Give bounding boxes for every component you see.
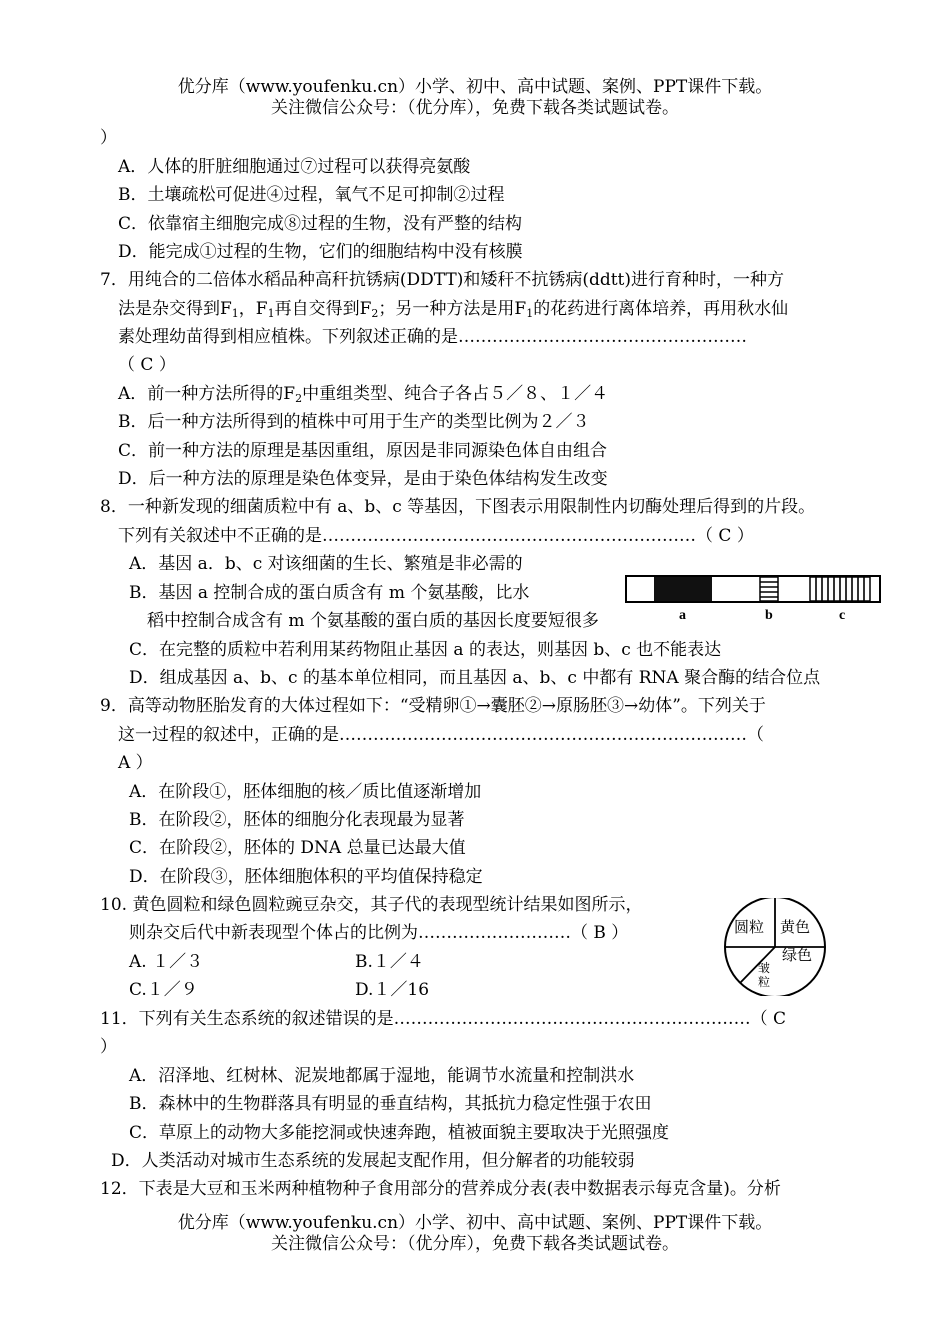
q7-option-a-text: A．前一种方法所得的F [118, 384, 296, 404]
q7-subscript: 1 [526, 307, 534, 320]
q7-text: 的花药进行离体培养，再用秋水仙 [533, 299, 789, 319]
q6-option-c: C．依靠宿主细胞完成⑧过程的生物，没有严整的结构 [118, 214, 523, 234]
q7-text: ，F [238, 299, 268, 319]
q7-option-d: D．后一种方法的原理是染色体变异，是由于染色体结构发生改变 [118, 469, 608, 489]
phenotype-pie-figure [718, 898, 832, 996]
q7-text: 法是杂交得到F [118, 299, 232, 319]
q10-option-a: A. １／３ [129, 952, 204, 972]
q10-stem-line-2: 则杂交后代中新表现型个体占的比例为………………………（ B ） [129, 923, 629, 943]
pie-label-round: 圆粒 [734, 918, 765, 936]
gene-a-block [654, 577, 712, 601]
gene-b-block [760, 577, 778, 601]
q8-option-c: C．在完整的质粒中若利用某药物阻止基因 a 的表达，则基因 b、c 也不能表达 [129, 640, 722, 660]
pie-label-wrinkled: 粒 [758, 975, 771, 989]
q12-stem-line-1: 12．下表是大豆和玉米两种植物种子食用部分的营养成分表(表中数据表示每克含量)。分析 [100, 1179, 781, 1199]
q8-option-d: D．组成基因 a、b、c 的基本单位相同，而且基因 a、b、c 中都有 RNA 聚合酶的结合位点 [129, 668, 821, 688]
q10-option-b: B.１／４ [355, 952, 424, 972]
q9-stem-line-1: 9．高等动物胚胎发育的大体过程如下：“受精卵①→囊胚②→原肠胚③→幼体”。下列关于 [100, 696, 766, 716]
q7-text: ；另一种方法是用F [378, 299, 527, 319]
q11-option-b: B．森林中的生物群落具有明显的垂直结构，其抵抗力稳定性强于农田 [129, 1094, 652, 1114]
page-footer-line-2: 关注微信公众号：（优分库），免费下载各类试题试卷。 [271, 1234, 679, 1254]
q10-stem-line-1: 10. 黄色圆粒和绿色圆粒豌豆杂交，其子代的表现型统计结果如图所示， [100, 895, 643, 915]
pie-label-wrinkled: 皱 [758, 961, 771, 975]
q11-option-a: A．沼泽地、红树林、泥炭地都属于湿地，能调节水流量和控制洪水 [129, 1066, 635, 1086]
q7-subscript: 2 [371, 307, 379, 320]
gene-b-label: b [765, 608, 773, 623]
q10-option-c: C.１／９ [129, 980, 198, 1000]
q11-option-c: C．草原上的动物大多能挖洞或快速奔跑，植被面貌主要取决于光照强度 [129, 1123, 670, 1143]
q6-option-d: D．能完成①过程的生物，它们的细胞结构中没有核膜 [118, 242, 523, 262]
q7-subscript: 1 [267, 307, 275, 320]
q11-option-d: D．人类活动对城市生态系统的发展起支配作用，但分解者的功能较弱 [111, 1151, 635, 1171]
q7-option-a [118, 383, 608, 405]
pie-label-yellow: 黄色 [780, 918, 811, 936]
q9-option-b: B．在阶段②，胚体的细胞分化表现最为显著 [129, 810, 465, 830]
q10-option-d: D.１／16 [355, 980, 430, 1000]
q7-subscript: 1 [231, 307, 239, 320]
q8-option-b-line-2: 稻中控制合成含有 m 个氨基酸的蛋白质的基因长度要短很多 [147, 611, 599, 631]
q9-option-d: D．在阶段③，胚体细胞体积的平均值保持稳定 [129, 867, 483, 887]
q7-option-a-text: 中重组类型、纯合子各占５／８、１／４ [302, 384, 609, 404]
q9-option-c: C．在阶段②，胚体的 DNA 总量已达最大值 [129, 838, 466, 858]
q7-stem-line-1: 7．用纯合的二倍体水稻品种高秆抗锈病(DDTT)和矮秆不抗锈病(ddtt)进行育种时，一种方 [100, 270, 785, 290]
gene-c-block [810, 577, 870, 601]
pie-label-green: 绿色 [782, 946, 813, 964]
q8-stem-line-1: 8．一种新发现的细菌质粒中有 a、b、c 等基因，下图表示用限制性内切酶处理后得到的片段。 [100, 497, 816, 517]
q11-stem-line-2: ） [100, 1037, 117, 1057]
q9-stem-line-3: A ） [118, 753, 153, 773]
q7-option-b: B．后一种方法所得到的植株中可用于生产的类型比例为２／３ [118, 412, 590, 432]
q7-option-c: C．前一种方法的原理是基因重组，原因是非同源染色体自由组合 [118, 441, 608, 461]
q7-text: 再自交得到F [274, 299, 372, 319]
plasmid-fragment-figure [622, 574, 884, 626]
q7-stem-line-2 [118, 298, 788, 320]
q8-option-b-line-1: B．基因 a 控制合成的蛋白质含有 m 个氨基酸，比水 [129, 583, 530, 603]
gene-a-label: a [679, 608, 686, 623]
q11-stem-line-1: 11．下列有关生态系统的叙述错误的是………………………………………………………（ C [100, 1009, 787, 1029]
q6-continuation: ） [100, 128, 117, 148]
q8-option-a: A．基因 a．b、c 对该细菌的生长、繁殖是非必需的 [129, 554, 523, 574]
q9-option-a: A．在阶段①，胚体细胞的核／质比值逐渐增加 [129, 782, 482, 802]
page-header-line-1: 优分库（www.youfenku.cn）小学、初中、高中试题、案例、PPT课件下载。 [177, 77, 773, 97]
q7-answer: （ C ） [118, 355, 176, 375]
q6-option-b: B．土壤疏松可促进④过程，氧气不足可抑制②过程 [118, 185, 505, 205]
q7-stem-line-3: 素处理幼苗得到相应植株。下列叙述正确的是…………………………………………… [118, 327, 747, 347]
q7-option-a-subscript: 2 [295, 392, 303, 405]
page-footer-line-1: 优分库（www.youfenku.cn）小学、初中、高中试题、案例、PPT课件下载。 [177, 1213, 773, 1233]
q9-stem-line-2: 这一过程的叙述中，正确的是………………………………………………………………（ [118, 725, 764, 745]
gene-c-label: c [839, 608, 846, 623]
page-header-line-2: 关注微信公众号：（优分库），免费下载各类试题试卷。 [271, 98, 679, 118]
q8-stem-line-2: 下列有关叙述中不正确的是…………………………………………………………（ C ） [118, 526, 754, 546]
q6-option-a: A．人体的肝脏细胞通过⑦过程可以获得亮氨酸 [118, 157, 471, 177]
